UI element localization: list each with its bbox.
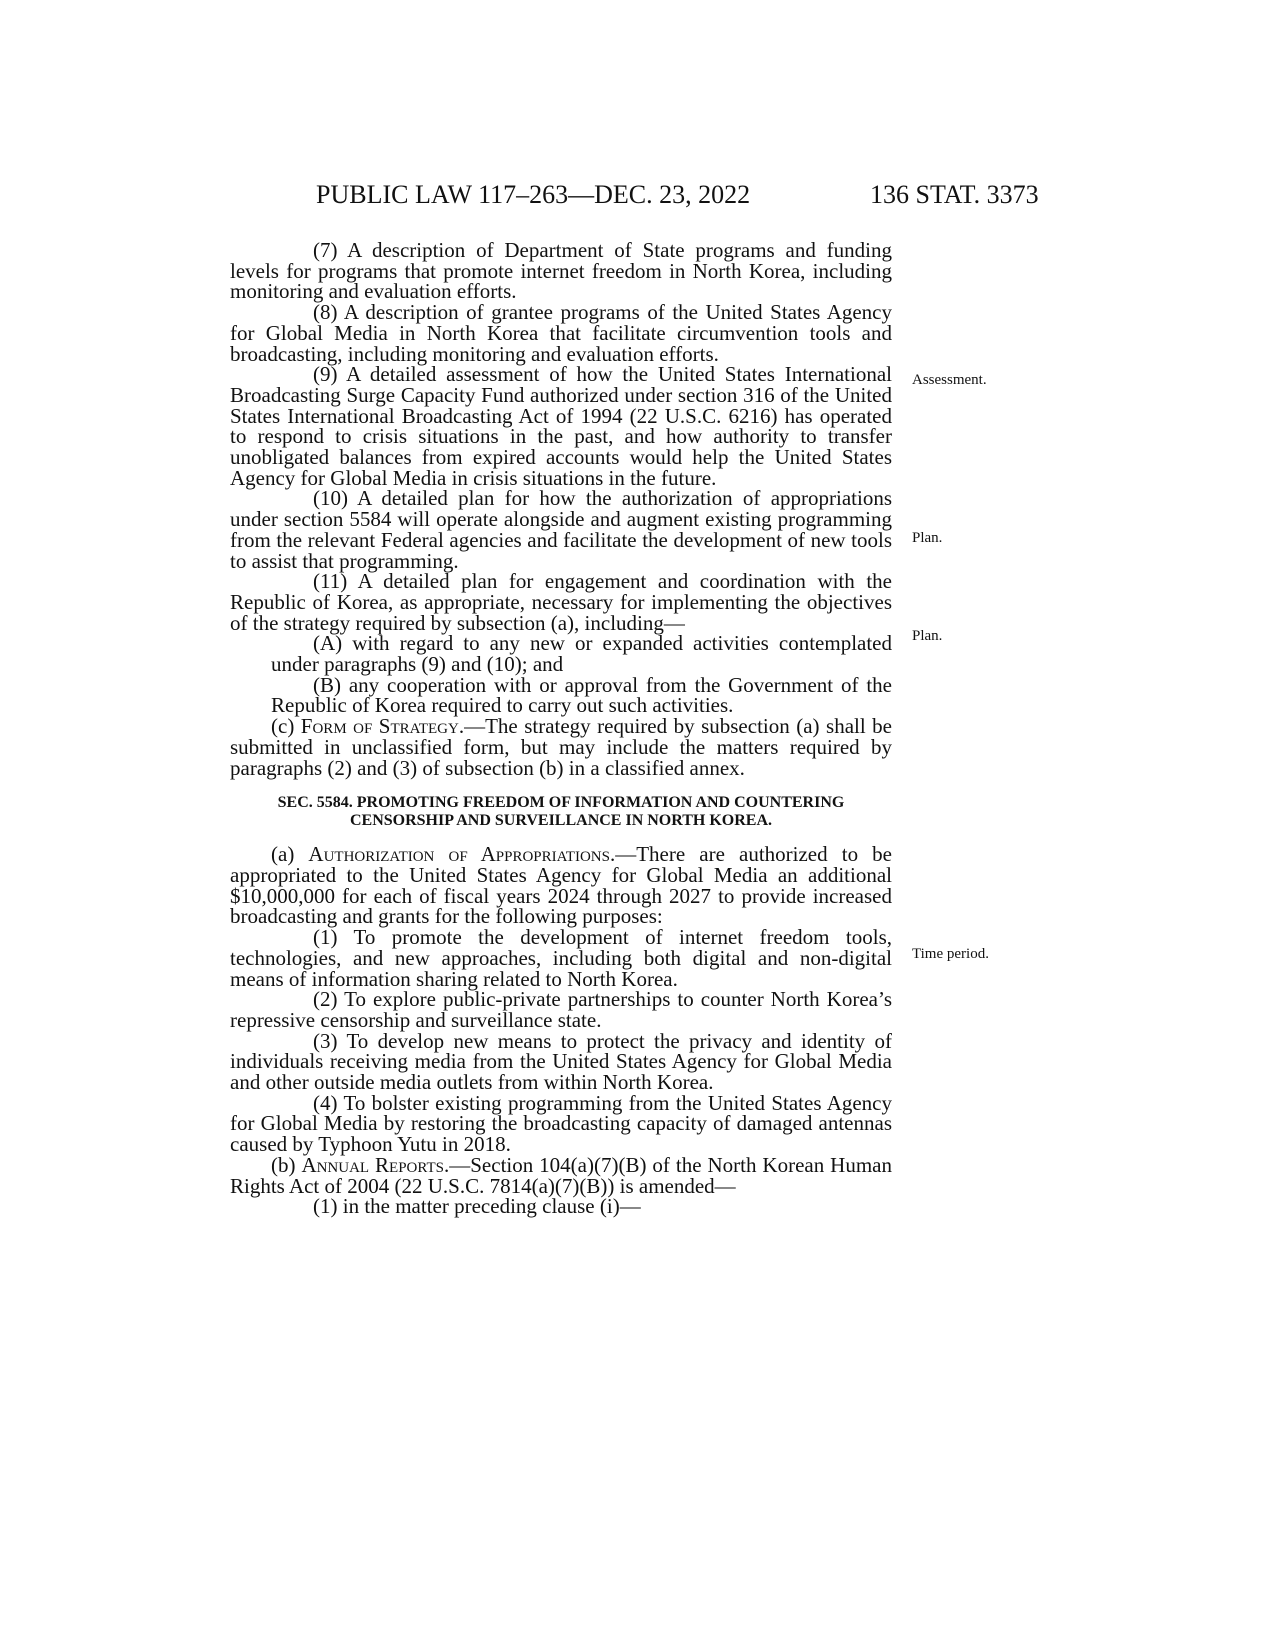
subsection-b bbox=[230, 1152, 892, 1198]
paragraph-11: (11) A detailed plan for engagement and coordination with the Republic of Korea, as appropriate, necessary for implementing the objectives of the strategy required by subsection (a), including— bbox=[230, 569, 892, 635]
subsection-a-lead: (a) bbox=[271, 842, 309, 867]
paragraph-9: (9) A detailed assessment of how the United States International Broadcasting Surge Capacity Fund authorized under section 316 of the United States International Broadcasting Act of 1994 (22 U.S.C. 6216) has operated to respond to crisis situations in the past, and how authority to transfer unobligated balances from expired accounts would help the United States Agency for Global Media in crisis situations in the future. bbox=[230, 362, 892, 490]
paragraph-7: (7) A description of Department of State programs and funding levels for programs that promote internet freedom in North Korea, including monitoring and evaluation efforts. bbox=[230, 238, 892, 304]
subsection-b-lead: (b) bbox=[271, 1152, 302, 1177]
header-title: PUBLIC LAW 117–263—DEC. 23, 2022 bbox=[316, 180, 751, 209]
header-stat-page: 136 STAT. 3373 bbox=[870, 180, 1039, 209]
subparagraph-11-b: (B) any cooperation with or approval from the Government of the Republic of Korea required to carry out such activities. bbox=[271, 672, 892, 718]
subsection-c-heading: Form of Strategy bbox=[300, 714, 459, 739]
margin-note-assessment: Assessment. bbox=[912, 372, 987, 388]
margin-note-time-period: Time period. bbox=[912, 946, 989, 962]
paragraph-b-1: (1) in the matter preceding clause (i)— bbox=[313, 1194, 641, 1219]
subsection-c-lead: (c) bbox=[271, 714, 301, 739]
running-header bbox=[0, 180, 1275, 220]
subsection-a-heading: Authorization of Appropriations bbox=[308, 842, 610, 867]
subsection-a-text: .—There are authorized to be appropriated to the United States Agency for Global Media an additional $10,000,000 for each of fiscal years 2024 through 2027 to provide increased broadcasting and grants for the following purposes: bbox=[230, 842, 892, 929]
subparagraph-11-a: (A) with regard to any new or expanded activities contemplated under paragraphs (9) and (10); and bbox=[271, 631, 892, 677]
subsection-c bbox=[230, 716, 892, 778]
paragraph-a-3: (3) To develop new means to protect the privacy and identity of individuals receiving media from the United States Agency for Global Media and other outside media outlets from within North Korea. bbox=[230, 1028, 892, 1095]
paragraph-a-2: (2) To explore public-private partnerships to counter North Korea’s repressive censorship and surveillance state. bbox=[230, 987, 892, 1032]
margin-note-plan-2: Plan. bbox=[912, 628, 943, 644]
section-heading: SEC. 5584. PROMOTING FREEDOM OF INFORMATION AND COUNTERING CENSORSHIP AND SURVEILLANCE IN NORTH KOREA. bbox=[277, 794, 845, 830]
margin-note-plan-1: Plan. bbox=[912, 530, 943, 546]
paragraph-8: (8) A description of grantee programs of the United States Agency for Global Media in North Korea that facilitate circumvention tools and broadcasting, including monitoring and evaluation efforts. bbox=[230, 300, 892, 366]
subsection-b-text: .—Section 104(a)(7)(B) of the North Korean Human Rights Act of 2004 (22 U.S.C. 7814(a)(7)(B)) is amended— bbox=[230, 1152, 892, 1198]
subsection-c-text: .—The strategy required by subsection (a) shall be submitted in unclassified form, but may include the matters required by paragraphs (2) and (3) of subsection (b) in a classified annex. bbox=[230, 714, 892, 780]
paragraph-10: (10) A detailed plan for how the authorization of appropriations under section 5584 will operate alongside and augment existing programming from the relevant Federal agencies and facilitate the development of new tools to assist that programming. bbox=[230, 486, 892, 573]
subsection-a bbox=[230, 844, 892, 927]
paragraph-a-4: (4) To bolster existing programming from the United States Agency for Global Media by restoring the broadcasting capacity of damaged antennas caused by Typhoon Yutu in 2018. bbox=[230, 1090, 892, 1157]
document-body bbox=[230, 240, 892, 1217]
paragraph-a-1: (1) To promote the development of internet freedom tools, technologies, and new approaches, including both digital and non-digital means of information sharing related to North Korea. bbox=[230, 925, 892, 991]
subsection-b-heading: Annual Reports bbox=[301, 1152, 444, 1177]
